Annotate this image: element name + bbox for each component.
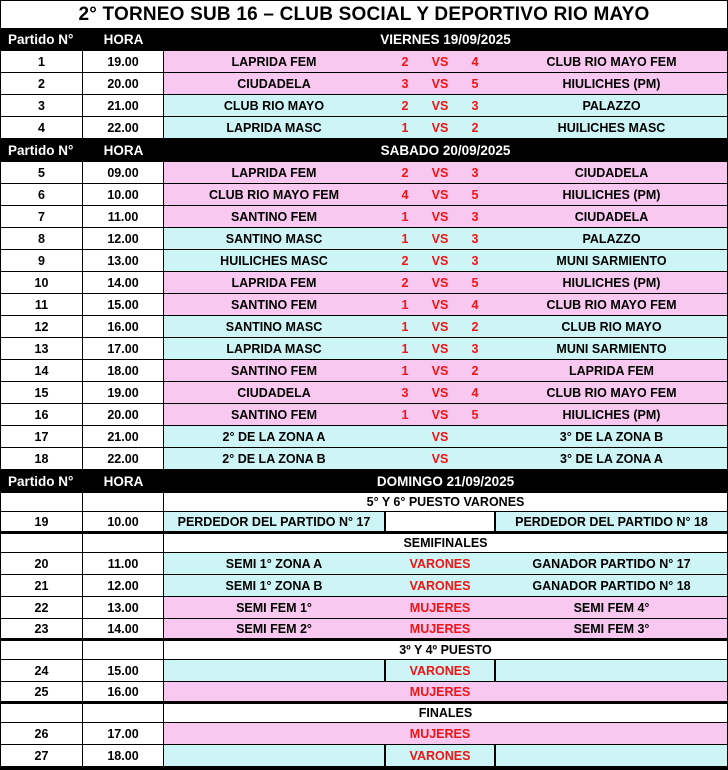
section-header-row [1,641,727,660]
category-label: VARONES [409,578,471,593]
away-team: HIULICHES (PM) [562,187,661,202]
home-team [164,723,384,744]
away-team [496,682,727,701]
category-label: VARONES [409,748,471,763]
middle-cell [384,95,496,116]
away-team: MUNI SARMIENTO [556,253,667,268]
vs-label: VS [431,231,449,246]
match-row [1,682,727,704]
match-row [1,51,727,73]
match-number: 7 [1,206,83,227]
match-band [164,360,727,381]
match-time: 14.00 [83,619,164,638]
match-time: 13.00 [83,597,164,618]
match-band [164,619,727,638]
match-time: 13.00 [83,250,164,271]
away-team: GANADOR PARTIDO N° 18 [532,578,691,593]
match-number: 27 [1,745,83,766]
match-time: 21.00 [83,95,164,116]
match-band [164,553,727,574]
day-label: VIERNES 19/09/2025 [380,31,511,47]
match-band [164,51,727,72]
away-score [454,448,496,469]
match-row [1,360,727,382]
home-team: SEMI 1° ZONA A [225,556,323,571]
match-row [1,250,727,272]
home-team: SEMI FEM 1° [236,600,312,615]
match-row [1,448,727,470]
match-time: 20.00 [83,73,164,94]
time-header: HORA [103,473,144,489]
time-cell [83,641,164,659]
away-team: PALAZZO [582,231,641,246]
vs-label: VS [431,341,449,356]
away-team: CLUB RIO MAYO FEM [546,385,677,400]
away-score: 5 [471,76,479,91]
home-team: SEMI FEM 2° [236,621,312,636]
vs-label: VS [431,429,449,444]
home-team: SANTINO MASC [225,231,323,246]
section-header-row [1,534,727,553]
away-score: 2 [471,319,479,334]
match-time: 15.00 [83,660,164,681]
match-number: 21 [1,575,83,596]
home-team: LAPRIDA FEM [231,54,317,69]
match-row [1,512,727,534]
middle-cell [384,73,496,94]
match-number-cell [1,534,83,552]
match-number: 16 [1,404,83,425]
away-score: 4 [471,54,479,69]
middle-cell [384,272,496,293]
match-number: 12 [1,316,83,337]
away-team: SEMI FEM 4° [573,600,650,615]
day-label: DOMINGO 21/09/2025 [376,473,515,489]
away-team: 3° DE LA ZONA A [560,451,663,466]
middle-cell [384,117,496,138]
away-score: 4 [471,297,479,312]
match-time: 16.00 [83,316,164,337]
home-team: HUILICHES MASC [220,253,328,268]
match-row [1,597,727,619]
match-row [1,73,727,95]
home-team: SANTINO FEM [230,363,318,378]
away-score: 3 [471,209,479,224]
middle-cell [384,575,496,596]
home-team: LAPRIDA MASC [226,120,322,135]
match-number: 26 [1,723,83,744]
match-band [164,162,727,183]
match-number: 14 [1,360,83,381]
away-team: HIULICHES (PM) [562,275,661,290]
match-row [1,228,727,250]
away-team: 3° DE LA ZONA B [559,429,664,444]
match-band [164,745,727,766]
match-time: 12.00 [83,228,164,249]
match-time: 10.00 [83,512,164,531]
home-score: 2 [401,54,409,69]
vs-label: VS [431,120,449,135]
away-team: HIULICHES (PM) [562,76,661,91]
match-row [1,619,727,641]
match-time: 19.00 [83,382,164,403]
match-number: 15 [1,382,83,403]
vs-label: VS [431,76,449,91]
match-row [1,553,727,575]
home-score [384,426,426,447]
match-row [1,294,727,316]
section-label: SEMIFINALES [403,536,488,550]
middle-cell [384,51,496,72]
middle-cell [384,660,496,681]
match-number: 10 [1,272,83,293]
match-band [164,206,727,227]
match-row [1,660,727,682]
middle-cell [384,723,496,744]
middle-cell [384,426,496,447]
match-number: 6 [1,184,83,205]
match-band [164,316,727,337]
section-header-row [1,493,727,512]
home-team: SANTINO FEM [230,407,318,422]
vs-label: VS [431,253,449,268]
day-label: SABADO 20/09/2025 [380,142,511,158]
category-label: VARONES [409,556,471,571]
home-score: 1 [401,231,409,246]
tournament-title: 2° TORNEO SUB 16 – CLUB SOCIAL Y DEPORTIVO RIO MAYO [78,3,650,25]
match-number: 18 [1,448,83,469]
match-row [1,745,727,767]
vs-label: VS [431,187,449,202]
time-cell [83,534,164,552]
match-row [1,272,727,294]
middle-cell [384,360,496,381]
match-row [1,316,727,338]
away-team: CIUDADELA [574,209,649,224]
match-time: 16.00 [83,682,164,701]
match-time: 18.00 [83,360,164,381]
category-label: VARONES [409,663,471,678]
match-row [1,723,727,745]
away-score: 2 [471,363,479,378]
home-score: 1 [401,341,409,356]
section-label: 5° Y 6° PUESTO VARONES [366,495,525,509]
match-time: 14.00 [83,272,164,293]
vs-label: VS [431,209,449,224]
time-header: HORA [103,31,144,47]
match-number-cell [1,704,83,722]
match-row [1,206,727,228]
home-score: 1 [401,120,409,135]
match-number: 13 [1,338,83,359]
match-time: 11.00 [83,553,164,574]
away-score: 4 [471,385,479,400]
match-number-header: Partido N° [8,31,74,47]
match-number: 11 [1,294,83,315]
match-number-cell [1,641,83,659]
match-number: 3 [1,95,83,116]
match-row [1,95,727,117]
match-band [164,682,727,701]
day-header-row [1,470,727,493]
match-number: 2 [1,73,83,94]
section-label: 3º Y 4º PUESTO [399,643,492,657]
home-team: 2° DE LA ZONA B [222,451,326,466]
match-time: 15.00 [83,294,164,315]
match-band [164,228,727,249]
vs-label: VS [431,98,449,113]
away-team: CIUDADELA [574,165,649,180]
middle-cell [384,448,496,469]
section-header-row [1,704,727,723]
middle-cell [384,382,496,403]
away-team: PALAZZO [582,98,641,113]
home-score: 2 [401,253,409,268]
match-number: 23 [1,619,83,638]
match-number: 25 [1,682,83,701]
vs-label: VS [431,165,449,180]
match-number: 20 [1,553,83,574]
home-team [164,745,384,766]
match-row [1,404,727,426]
vs-label: VS [431,451,449,466]
match-number: 5 [1,162,83,183]
home-team: CLUB RIO MAYO [223,98,325,113]
home-team [164,682,384,701]
match-band [164,294,727,315]
away-team: MUNI SARMIENTO [556,341,667,356]
match-time: 11.00 [83,206,164,227]
category-label: MUJERES [409,684,471,699]
home-team: SANTINO FEM [230,297,318,312]
vs-label: VS [431,54,449,69]
middle-cell [384,316,496,337]
middle-cell [384,338,496,359]
match-band [164,597,727,618]
match-number: 17 [1,426,83,447]
category-label [386,512,494,531]
match-band [164,250,727,271]
away-team [496,723,727,744]
day-header-row [1,139,727,162]
away-team: HIULICHES (PM) [562,407,661,422]
match-row [1,117,727,139]
away-score: 3 [471,253,479,268]
category-label: MUJERES [409,621,471,636]
middle-cell [384,162,496,183]
away-score: 3 [471,98,479,113]
home-score: 4 [401,187,409,202]
away-score [454,426,496,447]
home-team: SANTINO MASC [225,319,323,334]
time-cell [83,493,164,511]
away-team: CLUB RIO MAYO FEM [546,54,677,69]
away-score: 2 [471,120,479,135]
home-team: PERDEDOR DEL PARTIDO N° 17 [177,514,371,529]
away-team: CLUB RIO MAYO [561,319,662,334]
match-band [164,272,727,293]
home-score: 1 [401,407,409,422]
home-team: 2° DE LA ZONA A [222,429,326,444]
match-number: 4 [1,117,83,138]
home-score: 3 [401,385,409,400]
away-score: 5 [471,187,479,202]
match-row [1,162,727,184]
match-time: 20.00 [83,404,164,425]
match-number-cell [1,493,83,511]
category-label: MUJERES [409,726,471,741]
match-band [164,723,727,744]
vs-label: VS [431,297,449,312]
match-band [164,426,727,447]
home-team: LAPRIDA FEM [231,165,317,180]
middle-cell [384,228,496,249]
away-team: SEMI FEM 3° [573,621,650,636]
match-number: 19 [1,512,83,531]
away-score: 3 [471,231,479,246]
match-band [164,117,727,138]
home-team: CIUDADELA [237,385,311,400]
match-time: 19.00 [83,51,164,72]
home-score: 2 [401,165,409,180]
match-number-header: Partido N° [8,473,74,489]
match-row [1,575,727,597]
home-score: 2 [401,275,409,290]
home-score: 1 [401,319,409,334]
time-cell [83,704,164,722]
away-score: 3 [471,165,479,180]
home-team: SEMI 1° ZONA B [225,578,323,593]
match-band [164,382,727,403]
match-time: 10.00 [83,184,164,205]
away-team [496,745,727,766]
match-number: 1 [1,51,83,72]
match-time: 12.00 [83,575,164,596]
away-team: HUILICHES MASC [557,120,666,135]
home-score: 1 [401,297,409,312]
match-band [164,73,727,94]
home-score: 1 [401,363,409,378]
match-time: 18.00 [83,745,164,766]
match-row [1,426,727,448]
match-time: 09.00 [83,162,164,183]
away-team: CLUB RIO MAYO FEM [546,297,677,312]
away-team: GANADOR PARTIDO N° 17 [532,556,691,571]
middle-cell [384,206,496,227]
match-band [164,575,727,596]
middle-cell [384,745,496,766]
home-team [164,660,384,681]
vs-label: VS [431,319,449,334]
match-number: 24 [1,660,83,681]
match-number-header: Partido N° [8,142,74,158]
away-team: PERDEDOR DEL PARTIDO N° 18 [515,514,708,529]
away-team: LAPRIDA FEM [569,363,654,378]
home-team: LAPRIDA FEM [231,275,317,290]
match-time: 17.00 [83,723,164,744]
match-time: 17.00 [83,338,164,359]
vs-label: VS [431,363,449,378]
middle-cell [384,553,496,574]
middle-cell [384,512,496,531]
match-number: 9 [1,250,83,271]
middle-cell [384,682,496,701]
match-band [164,338,727,359]
away-team [496,660,727,681]
away-score: 5 [471,407,479,422]
home-score [384,448,426,469]
vs-label: VS [431,385,449,400]
day-header-row [1,28,727,51]
match-time: 22.00 [83,448,164,469]
match-band [164,404,727,425]
category-label: MUJERES [409,600,471,615]
away-score: 5 [471,275,479,290]
match-number: 22 [1,597,83,618]
time-header: HORA [103,142,144,158]
match-band [164,184,727,205]
middle-cell [384,294,496,315]
home-score: 2 [401,98,409,113]
vs-label: VS [431,407,449,422]
match-row [1,184,727,206]
home-team: SANTINO FEM [230,209,318,224]
match-row [1,382,727,404]
away-score: 3 [471,341,479,356]
home-score: 3 [401,76,409,91]
home-team: CLUB RIO MAYO FEM [208,187,340,202]
vs-label: VS [431,275,449,290]
match-band [164,512,727,531]
match-number: 8 [1,228,83,249]
match-row [1,338,727,360]
home-team: LAPRIDA MASC [226,341,322,356]
schedule-rows [1,28,727,767]
section-label: FINALES [418,706,473,720]
middle-cell [384,184,496,205]
match-band [164,660,727,681]
match-time: 21.00 [83,426,164,447]
home-team: CIUDADELA [237,76,311,91]
match-band [164,448,727,469]
middle-cell [384,404,496,425]
match-band [164,95,727,116]
match-time: 22.00 [83,117,164,138]
home-score: 1 [401,209,409,224]
middle-cell [384,250,496,271]
middle-cell [384,619,496,638]
middle-cell [384,597,496,618]
